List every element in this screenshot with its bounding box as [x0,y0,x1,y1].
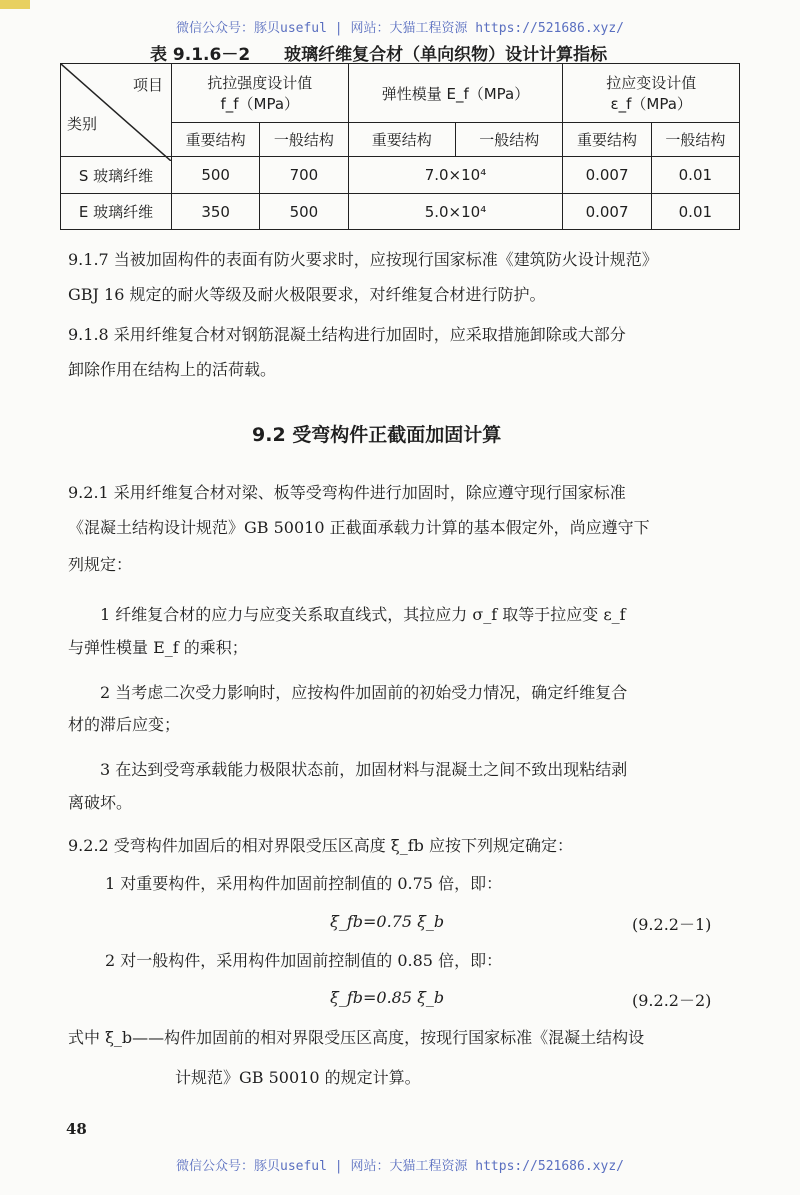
text-line: 9.2.1 采用纤维复合材对梁、板等受弯构件进行加固时，除应遵守现行国家标准 [68,483,626,502]
cell: S 玻璃纤维 [61,157,172,194]
equation: ξ_fb=0.85 ξ_b [330,988,445,1007]
text-line: GBJ 16 规定的耐火等级及耐火极限要求，对纤维复合材进行防护。 [68,285,546,304]
table-row [61,157,740,194]
subheader: 重要结构 [348,123,455,157]
subheader: 一般结构 [455,123,562,157]
text-line: 2 当考虑二次受力影响时，应按构件加固前的初始受力情况，确定纤维复合 [100,683,628,702]
subheader: 重要结构 [172,123,260,157]
text-line: 卸除作用在结构上的活荷载。 [68,360,277,379]
header-unit: ε_f（MPa） [610,95,692,113]
page-number: 48 [66,1120,87,1138]
text-line: 9.2.2 受弯构件加固后的相对界限受压区高度 ξ_fb 应按下列规定确定： [68,836,573,855]
text-line: 3 在达到受弯承载能力极限状态前，加固材料与混凝土之间不致出现粘结剥 [100,760,628,779]
cell: 7.0×10⁴ [348,157,563,194]
header-tensile [172,64,349,123]
equation-number: (9.2.2－2) [632,991,712,1010]
text-line: 1 对重要构件，采用构件加固前控制值的 0.75 倍，即： [105,874,503,893]
cell: 500 [260,194,348,230]
cell: 0.007 [563,157,651,194]
subheader: 一般结构 [651,123,739,157]
text-line: 9.1.7 当被加固构件的表面有防火要求时，应按现行国家标准《建筑防火设计规范》 [68,250,658,269]
header-strain [563,64,740,123]
design-index-table [60,63,740,230]
text-line: 9.1.8 采用纤维复合材对钢筋混凝土结构进行加固时，应采取措施卸除或大部分 [68,325,626,344]
text-line: 离破坏。 [68,793,133,812]
text-line: 计规范》GB 50010 的规定计算。 [175,1068,421,1087]
corner-top: 项目 [132,76,163,94]
cell: 0.007 [563,194,651,230]
cell: 0.01 [651,194,739,230]
watermark-top: 微信公众号：豚贝useful | 网站：大猫工程资源 https://521686.xyz/ [176,21,624,36]
table-row [61,194,740,230]
section-heading: 9.2 受弯构件正截面加固计算 [252,424,502,446]
text-line: 与弹性模量 E_f 的乘积； [68,638,248,657]
cell: 500 [172,157,260,194]
header-unit: f_f（MPa） [220,95,300,113]
cell: 5.0×10⁴ [348,194,563,230]
equation: ξ_fb=0.75 ξ_b [330,912,445,931]
subheader: 一般结构 [260,123,348,157]
cell: 700 [260,157,348,194]
text-line: 列规定： [68,555,133,574]
text-line: 1 纤维复合材的应力与应变关系取直线式，其拉应力 σ_f 取等于拉应变 ε_f [100,605,626,624]
cell: E 玻璃纤维 [61,194,172,230]
watermark-bottom: 微信公众号：豚贝useful | 网站：大猫工程资源 https://521686.xyz/ [176,1159,624,1174]
equation-number: (9.2.2－1) [632,915,712,934]
header-label: 抗拉强度设计值 [207,74,313,92]
corner-bottom: 类别 [67,115,98,133]
table-title: 表 9.1.6－2 玻璃纤维复合材（单向织物）设计计算指标 [150,45,608,65]
text-line: 2 对一般构件，采用构件加固前控制值的 0.85 倍，即： [105,951,503,970]
header-modulus: 弹性模量 E_f（MPa） [348,64,563,123]
subheader: 重要结构 [563,123,651,157]
text-line: 材的滞后应变； [68,715,181,734]
header-label: 拉应变设计值 [606,74,697,92]
text-line: 式中 ξ_b——构件加固前的相对界限受压区高度，按现行国家标准《混凝土结构设 [68,1028,645,1047]
logo [0,0,30,9]
cell: 350 [172,194,260,230]
text-line: 《混凝土结构设计规范》GB 50010 正截面承载力计算的基本假定外，尚应遵守下 [68,518,650,537]
cell: 0.01 [651,157,739,194]
corner-cell [61,64,172,157]
